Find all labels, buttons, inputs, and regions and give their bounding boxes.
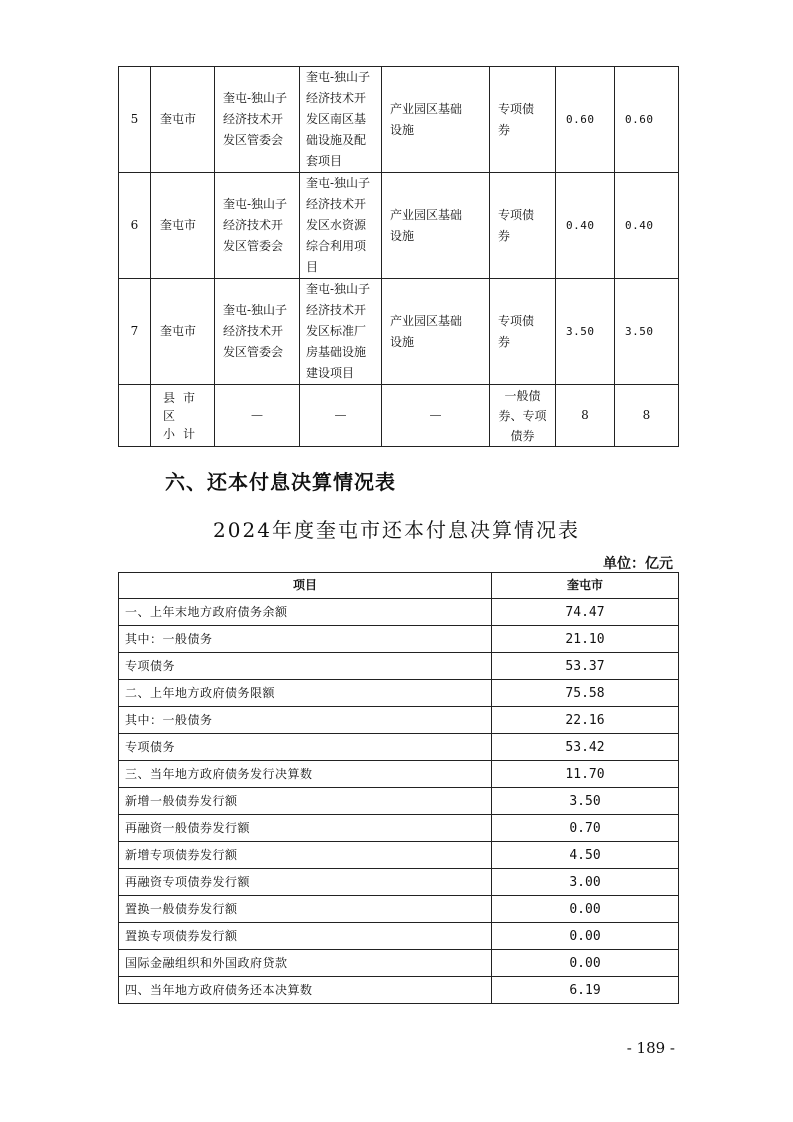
project-cell: [300, 67, 382, 173]
value-cell: 0.00: [492, 896, 679, 923]
type-cell-line: 产业园区基础: [390, 313, 463, 328]
bond-cell-line: 券: [498, 122, 511, 137]
project-cell-line: 目: [306, 260, 319, 274]
project-cell-line: 奎屯-独山子: [306, 176, 371, 190]
bond-cell-line: 券、专项: [498, 408, 547, 423]
project-cell-line: 经济技术开: [306, 91, 367, 105]
project-cell-line: 套项目: [306, 154, 343, 168]
subtotal-label: [151, 385, 215, 447]
bond-cell: [490, 279, 556, 385]
item-cell: 三、当年地方政府债务发行决算数: [119, 761, 492, 788]
unit-cell-line: 经济技术开: [223, 218, 284, 232]
amount-cell: 0.60: [556, 67, 615, 173]
value-cell: 74.47: [492, 599, 679, 626]
item-cell: 四、当年地方政府债务还本决算数: [119, 977, 492, 1004]
project-cell: [300, 173, 382, 279]
item-cell: 新增一般债券发行额: [119, 788, 492, 815]
value-cell: 3.50: [492, 788, 679, 815]
table-row: [119, 842, 679, 869]
bond-cell: [490, 385, 556, 447]
header-item: 项目: [119, 573, 492, 599]
item-cell: 其中：一般债务: [119, 626, 492, 653]
project-cell-line: 房基础设施: [306, 345, 367, 359]
project-cell-line: 奎屯-独山子: [306, 282, 371, 296]
table-row: [119, 653, 679, 680]
row-number: 5: [119, 67, 151, 173]
item-cell: 专项债务: [119, 653, 492, 680]
bond-cell-line: 专项债: [498, 207, 535, 222]
subtotal-label-line: 县市区: [163, 390, 204, 423]
empty-cell: [119, 385, 151, 447]
city-cell: 奎屯市: [151, 279, 215, 385]
value-cell: 22.16: [492, 707, 679, 734]
table-row: [119, 680, 679, 707]
unit-cell-line: 发区管委会: [223, 239, 284, 253]
city-cell: 奎屯市: [151, 173, 215, 279]
item-cell: 置换专项债券发行额: [119, 923, 492, 950]
amount-cell: 0.60: [615, 67, 679, 173]
bond-cell-line: 债券: [510, 428, 535, 443]
project-cell-line: 综合利用项: [306, 239, 367, 253]
amount-cell: 0.40: [556, 173, 615, 279]
value-cell: 0.70: [492, 815, 679, 842]
type-cell-line: 设施: [390, 228, 415, 243]
doc-title: 2024年度奎屯市还本付息决算情况表: [213, 518, 580, 542]
bond-cell-line: 券: [498, 334, 511, 349]
amount-cell: 8: [615, 385, 679, 447]
bond-cell: [490, 67, 556, 173]
amount-cell: 8: [556, 385, 615, 447]
value-cell: 4.50: [492, 842, 679, 869]
type-cell-line: 设施: [390, 122, 415, 137]
table-row: [119, 67, 679, 173]
type-cell-line: 产业园区基础: [390, 101, 463, 116]
value-cell: 75.58: [492, 680, 679, 707]
item-cell: 二、上年地方政府债务限额: [119, 680, 492, 707]
table-row: [119, 173, 679, 279]
table-row: [119, 707, 679, 734]
type-cell: [382, 67, 490, 173]
table-row: [119, 761, 679, 788]
subtotal-row: [119, 385, 679, 447]
value-cell: 11.70: [492, 761, 679, 788]
table-row: [119, 626, 679, 653]
unit-cell-line: 发区管委会: [223, 133, 284, 147]
value-cell: 0.00: [492, 950, 679, 977]
table-row: [119, 869, 679, 896]
table-row: [119, 788, 679, 815]
table-row: [119, 977, 679, 1004]
item-cell: 再融资专项债券发行额: [119, 869, 492, 896]
project-cell-line: 建设项目: [306, 366, 355, 380]
project-cell-line: 础设施及配: [306, 133, 367, 147]
city-cell: 奎屯市: [151, 67, 215, 173]
amount-cell: 0.40: [615, 173, 679, 279]
value-cell: 53.37: [492, 653, 679, 680]
table-row: [119, 923, 679, 950]
repayment-table: [118, 572, 679, 1004]
dash-cell: —: [382, 385, 490, 447]
item-cell: 专项债务: [119, 734, 492, 761]
unit-cell-line: 经济技术开: [223, 324, 284, 338]
project-cell-line: 经济技术开: [306, 303, 367, 317]
unit-cell-line: 发区管委会: [223, 345, 284, 359]
bond-cell-line: 券: [498, 228, 511, 243]
row-number: 6: [119, 173, 151, 279]
unit-cell-line: 经济技术开: [223, 112, 284, 126]
unit-cell: [215, 173, 300, 279]
project-cell-line: 奎屯-独山子: [306, 70, 371, 84]
project-cell-line: 发区标准厂: [306, 324, 367, 338]
project-cell: [300, 279, 382, 385]
project-cell-line: 发区水资源: [306, 218, 367, 232]
project-cell-line: 经济技术开: [306, 197, 367, 211]
table-row: [119, 950, 679, 977]
unit-cell: [215, 67, 300, 173]
table-row: [119, 279, 679, 385]
dash-cell: —: [215, 385, 300, 447]
value-cell: 0.00: [492, 923, 679, 950]
section-heading: 六、还本付息决算情况表: [165, 470, 396, 494]
amount-cell: 3.50: [556, 279, 615, 385]
table-row: [119, 815, 679, 842]
value-cell: 6.19: [492, 977, 679, 1004]
page-number: - 189 -: [626, 1039, 675, 1057]
type-cell: [382, 173, 490, 279]
bond-cell: [490, 173, 556, 279]
type-cell-line: 产业园区基础: [390, 207, 463, 222]
item-cell: 国际金融组织和外国政府贷款: [119, 950, 492, 977]
bond-cell-line: 专项债: [498, 101, 535, 116]
type-cell-line: 设施: [390, 334, 415, 349]
item-cell: 其中：一般债务: [119, 707, 492, 734]
type-cell: [382, 279, 490, 385]
project-cell-line: 发区南区基: [306, 112, 367, 126]
unit-cell-line: 奎屯-独山子: [223, 91, 288, 105]
bond-cell-line: 专项债: [498, 313, 535, 328]
bond-cell-line: 一般债: [504, 388, 541, 403]
unit-cell-line: 奎屯-独山子: [223, 303, 288, 317]
item-cell: 再融资一般债券发行额: [119, 815, 492, 842]
item-cell: 置换一般债券发行额: [119, 896, 492, 923]
value-cell: 21.10: [492, 626, 679, 653]
subtotal-label-line: 小计: [163, 426, 204, 441]
dash-cell: —: [300, 385, 382, 447]
table-row: [119, 734, 679, 761]
table-row: [119, 896, 679, 923]
amount-cell: 3.50: [615, 279, 679, 385]
table-row: [119, 599, 679, 626]
project-table: [118, 66, 679, 447]
unit-cell-line: 奎屯-独山子: [223, 197, 288, 211]
table-header-row: [119, 573, 679, 599]
unit-cell: [215, 279, 300, 385]
item-cell: 一、上年末地方政府债务余额: [119, 599, 492, 626]
value-cell: 3.00: [492, 869, 679, 896]
value-cell: 53.42: [492, 734, 679, 761]
unit-label: 单位：亿元: [603, 556, 673, 572]
row-number: 7: [119, 279, 151, 385]
header-city: 奎屯市: [492, 573, 679, 599]
item-cell: 新增专项债券发行额: [119, 842, 492, 869]
